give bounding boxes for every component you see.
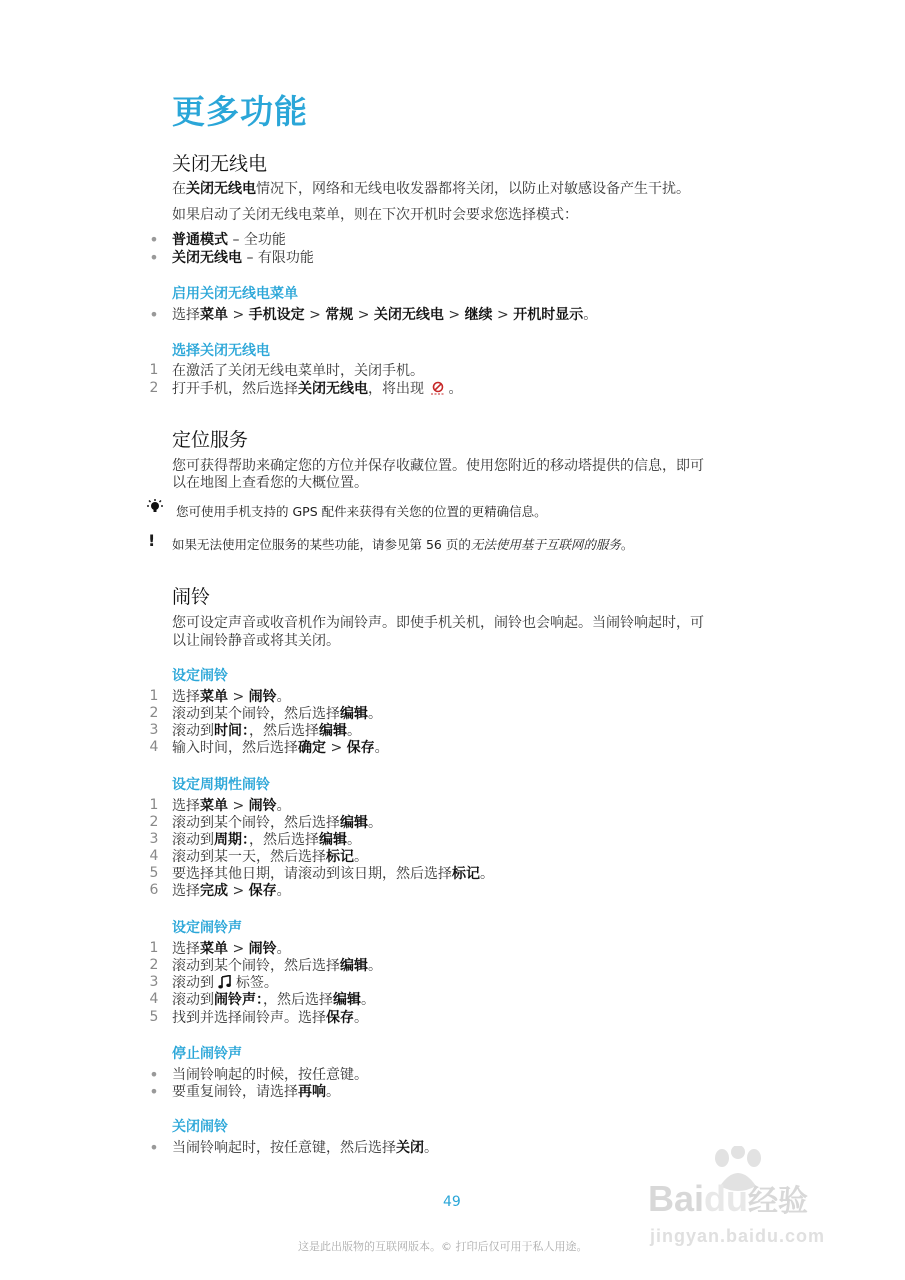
stop-item-1: 当闹铃响起的时候，按任意键。	[172, 1067, 368, 1083]
step-text: 滚动到某个闹铃，然后选择编辑。	[172, 706, 382, 722]
step-number: 1	[149, 362, 159, 378]
location-intro-line2: 以在地图上查看您的大概位置。	[172, 475, 368, 491]
step-number: 6	[149, 882, 159, 898]
footer-notice: 这是此出版物的互联网版本。© 打印后仅可用于私人用途。	[298, 1240, 588, 1253]
alarm-intro-line2: 以让闹铃静音或将其关闭。	[172, 633, 340, 649]
step-number: 5	[149, 865, 159, 881]
section-heading-location: 定位服务	[172, 429, 249, 451]
step-number: 3	[149, 974, 159, 990]
step-text: 打开手机，然后选择关闭无线电，将出现 。	[172, 380, 462, 400]
step-text: 要选择其他日期，请滚动到该日期，然后选择标记。	[172, 866, 494, 882]
step-number: 4	[149, 739, 159, 755]
bullet: •	[149, 1065, 159, 1084]
subheading-recurring-alarm: 设定周期性闹铃	[172, 777, 270, 793]
radio-off-intro: 在关闭无线电情况下，网络和无线电收发器都将关闭，以防止对敏感设备产生干扰。	[172, 181, 690, 197]
step-number: 3	[149, 831, 159, 847]
subheading-enable-menu: 启用关闭无线电菜单	[172, 286, 298, 302]
radio-off-menu-note: 如果启动了关闭无线电菜单，则在下次开机时会要求您选择模式：	[172, 207, 578, 223]
subheading-set-alarm: 设定闹铃	[172, 668, 228, 684]
bullet: •	[149, 230, 159, 249]
gps-tip: 您可使用手机支持的 GPS 配件来获得有关您的位置的更精确信息。	[176, 504, 547, 519]
step-number: 2	[149, 957, 159, 973]
subheading-alarm-tone: 设定闹铃声	[172, 920, 242, 936]
step-text: 选择菜单 > 闹铃。	[172, 798, 291, 814]
lightbulb-icon	[144, 499, 166, 519]
step-text: 选择菜单 > 闹铃。	[172, 689, 291, 705]
step-number: 3	[149, 722, 159, 738]
step-text: 选择完成 > 保存。	[172, 883, 291, 899]
baidu-watermark: Baidu经验 jingyan.baidu.com	[648, 1146, 898, 1266]
menu-path: 选择菜单 > 手机设定 > 常规 > 关闭无线电 > 继续 > 开机时显示。	[172, 307, 598, 323]
step-text: 滚动到时间：，然后选择编辑。	[172, 723, 361, 739]
step-text: 在激活了关闭无线电菜单时，关闭手机。	[172, 363, 424, 379]
alarm-intro-line1: 您可设定声音或收音机作为闹铃声。即使手机关机，闹铃也会响起。当闹铃响起时，可	[172, 615, 704, 631]
step-text: 找到并选择闹铃声。选择保存。	[172, 1010, 368, 1026]
subheading-select-radio-off: 选择关闭无线电	[172, 343, 270, 359]
turn-off-item: 当闹铃响起时，按任意键，然后选择关闭。	[172, 1140, 438, 1156]
radio-off-icon	[430, 381, 446, 400]
step-number: 1	[149, 940, 159, 956]
step-text: 滚动到某一天，然后选择标记。	[172, 849, 368, 865]
step-text: 滚动到某个闹铃，然后选择编辑。	[172, 815, 382, 831]
step-text: 滚动到闹铃声：，然后选择编辑。	[172, 992, 375, 1008]
step-number: 4	[149, 848, 159, 864]
step-number: 1	[149, 797, 159, 813]
section-heading-alarm: 闹铃	[172, 586, 211, 608]
mode-radio-off-item: 关闭无线电 – 有限功能	[172, 250, 314, 266]
section-heading-radio-off: 关闭无线电	[172, 153, 268, 175]
step-number: 5	[149, 1009, 159, 1025]
step-number: 2	[149, 705, 159, 721]
page-title: 更多功能	[172, 92, 308, 131]
step-text: 滚动到周期：，然后选择编辑。	[172, 832, 361, 848]
page-number: 49	[443, 1194, 461, 1210]
subheading-turn-off-alarm: 关闭闹铃	[172, 1119, 228, 1135]
step-text: 输入时间，然后选择确定 > 保存。	[172, 740, 389, 756]
subheading-stop-alarm: 停止闹铃声	[172, 1046, 242, 1062]
step-number: 1	[149, 688, 159, 704]
step-number: 2	[149, 380, 159, 396]
exclamation-icon: !	[148, 531, 156, 550]
location-warning: 如果无法使用定位服务的某些功能，请参见第 56 页的无法使用基于互联网的服务。	[172, 537, 634, 552]
location-intro-line1: 您可获得帮助来确定您的方位并保存收藏位置。使用您附近的移动塔提供的信息，即可	[172, 458, 704, 474]
bullet: •	[149, 1138, 159, 1157]
step-text: 选择菜单 > 闹铃。	[172, 941, 291, 957]
bullet: •	[149, 248, 159, 267]
step-text: 滚动到某个闹铃，然后选择编辑。	[172, 958, 382, 974]
stop-item-2: 要重复闹铃，请选择再响。	[172, 1084, 340, 1100]
step-text: 滚动到 标签。	[172, 974, 278, 994]
bullet: •	[149, 305, 159, 324]
step-number: 2	[149, 814, 159, 830]
step-number: 4	[149, 991, 159, 1007]
mode-normal-item: 普通模式 – 全功能	[172, 232, 286, 248]
bullet: •	[149, 1082, 159, 1101]
